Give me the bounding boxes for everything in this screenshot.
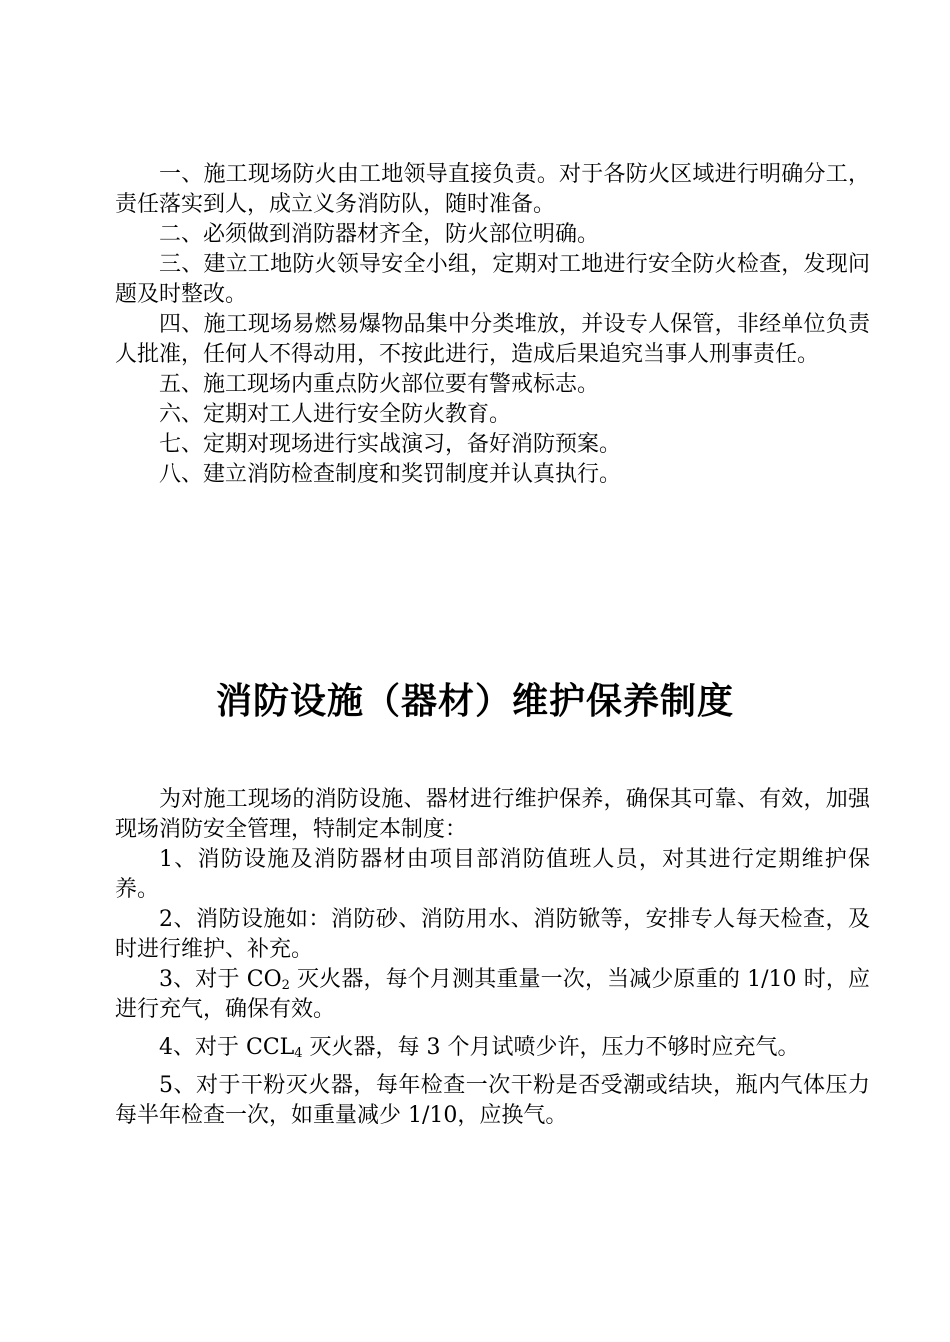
rule-paragraph: 七、定期对现场进行实战演习，备好消防预案。 <box>159 432 622 457</box>
rule-paragraph: 三、建立工地防火领导安全小组，定期对工地进行安全防火检查，发现问题及时整改。 <box>115 252 870 307</box>
rule-paragraph: 八、建立消防检查制度和奖罚制度并认真执行。 <box>159 462 622 487</box>
rule-item-2: 2、消防设施如：消防砂、消防用水、消防锨等，安排专人每天检查，及时进行维护、补充。 <box>115 907 870 962</box>
item4-text-start: 4、对于 CCL <box>159 1035 295 1060</box>
ccl4-subscript: 4 <box>294 1046 303 1061</box>
rule-paragraph: 五、施工现场内重点防火部位要有警戒标志。 <box>159 372 600 397</box>
rule-item-3 <box>115 965 870 1025</box>
rule-paragraph: 六、定期对工人进行安全防火教育。 <box>159 402 512 427</box>
rule-paragraph: 一、施工现场防火由工地领导直接负责。对于各防火区域进行明确分工，责任落实到人，成立义务消防队，随时准备。 <box>115 162 870 217</box>
item3-text-end: 灭火器，每个月测其重量一次，当减少原重的 1/10 时，应进行充气，确保有效。 <box>115 967 870 1022</box>
rule-paragraph: 二、必须做到消防器材齐全，防火部位明确。 <box>159 222 600 247</box>
section-title: 消防设施（器材）维护保养制度 <box>215 681 734 722</box>
rule-paragraph: 四、施工现场易燃易爆物品集中分类堆放，并设专人保管，非经单位负责人批准，任何人不得动用，不按此进行，造成后果追究当事人刑事责任。 <box>115 312 870 367</box>
maintenance-rules <box>115 785 870 1131</box>
co2-subscript: 2 <box>281 978 290 993</box>
rule-item-1: 1、消防设施及消防器材由项目部消防值班人员，对其进行定期维护保养。 <box>115 847 870 902</box>
item3-text-start: 3、对于 CO <box>159 967 282 992</box>
rule-item-4 <box>115 1033 870 1063</box>
item4-text-end: 灭火器，每 3 个月试喷少许，压力不够时应充气。 <box>302 1035 800 1060</box>
fire-prevention-rules <box>115 160 870 490</box>
rule-item-5: 5、对于干粉灭火器，每年检查一次干粉是否受潮或结块，瓶内气体压力每半年检查一次，如重量减少 1/10，应换气。 <box>115 1073 870 1128</box>
intro-paragraph: 为对施工现场的消防设施、器材进行维护保养，确保其可靠、有效，加强现场消防安全管理，特制定本制度： <box>115 787 870 842</box>
